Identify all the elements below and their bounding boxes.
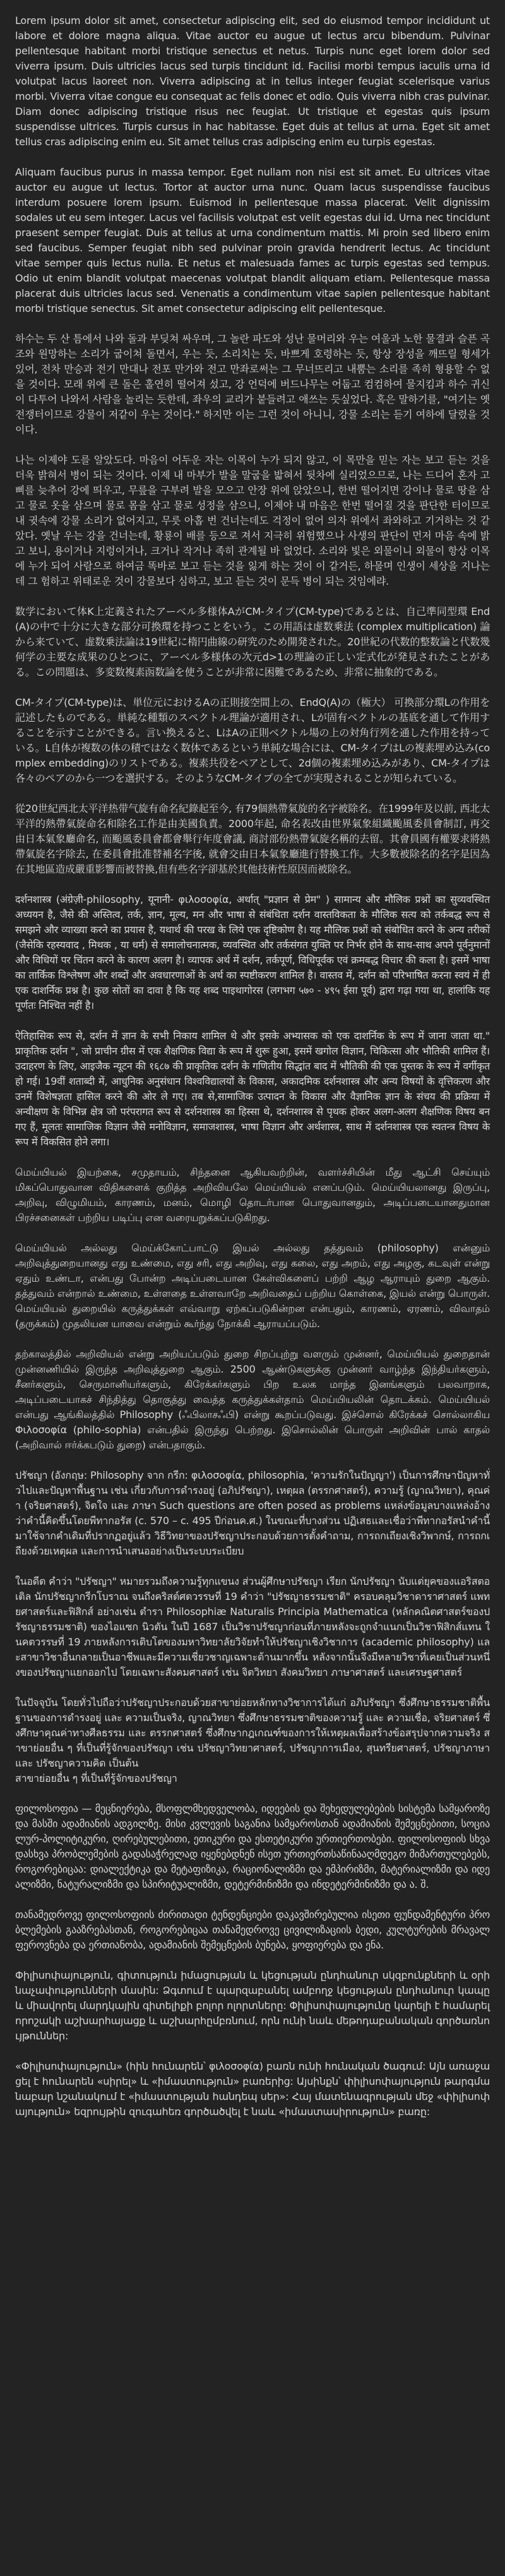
- paragraph-georgian-2: თანამედროვე ფილოსოფიის ძირითადი ტენდენციები დაკავშირებულია ისეთი ფუნდამენტური პრობლემების გააზრებასთან, როგორებიცაა თანამედროვე ცივილიზაციის ბედი, კულტურების მრავალფეროვნება და ერთიანობა, ადამიანის შემეცნების ბუნება, ყოფიერება და ენა.: [15, 1909, 490, 1951]
- paragraph-korean-2: 나는 이제야 도를 알았도다. 마음이 어두운 자는 이목이 누가 되지 않고, 이 목만을 믿는 자는 보고 듣는 것을 더욱 밝혀서 병이 되는 것이다. 이제 내 마부가 발을 말굽을 밟혀서 뒷차에 실리었으므로, 나는 드디어 혼자 고삐를 늦추어 강에 띄우고, 무릎을 구부려 발을 모으고 안장 위에 앉았으니, 한번 떨어지면 강이나 물로 땅을 삼고 물로 옷을 삼으며 물로 몸을 삼고 물로 성정을 삼으니, 이제야 내 마음은 한번 떨어질 것을 판단한 터이므로 내 귓속에 강물 소리가 없어지고, 무릇 아홉 번 건너는데도 걱정이 없어 의자 위에서 좌와하고 기거하는 것 같았다. 옛날 우는 강을 건너는데, 황룡이 배를 등으로 져서 지극히 위험했으나 사생의 판단이 먼저 마음 속에 밝고 보니, 용이거나 지렁이거나, 크거나 작거나 족히 관계될 바 없었다. 소리와 빛은 외물이니 외물이 항상 이목에 누가 되어 사람으로 하여금 똑바로 보고 듣는 것을 잃게 하는 것이 이 같거든, 하물며 인생이 세상을 지나는 데 그 험하고 위태로운 것이 강물보다 심하고, 보고 듣는 것이 문득 병이 되는 것임에랴.: [15, 454, 490, 587]
- paragraph-thai-3: ในปัจจุบัน โดยทั่วไปถือว่าปรัชญาประกอบด้วยสาขาย่อยหลักทางวิชาการได้แก่ อภิปรัชญา ซึ่งศึกษาธรรมชาติพื้นฐานของการดำรงอยู่ และ ความเป็นจริง, ญาณวิทยา ซึ่งศึกษาธรรมชาติของความรู้ และ ความเชื่อ, จริยศาสตร์ ซึ่งศึกษาคุณค่าทางศีลธรรม และ ตรรกศาสตร์ ซึ่งศึกษากฎเกณฑ์ของการให้เหตุผลเพื่อสร้างข้อสรุปจากความจริง สาขาย่อยอื่น ๆ ที่เป็นที่รู้จักของปรัชญา เช่น ปรัชญาวิทยาศาสตร์, ปรัชญาการเมือง, สุนทรียศาสตร์, ปรัชญาภาษา และ ปรัชญาความคิด เป็นต้น: [15, 1696, 490, 1769]
- paragraph-hindi-1: दर्शनशास्त्र (अंग्रेज़ी-philosophy, यूनानी- φιλοσοφία, अर्थात् "प्रज्ञान से प्रेम" ) सामान्य और मौलिक प्रश्नों का सुव्यवस्थित अध्ययन है, जैसे की अस्तित्व, तर्क, ज्ञान, मूल्य, मन और भाषा से संबंधिता दर्शन वास्तविकता के मौलिक सत्य को तर्कबद्ध रूप से समझने और व्याख्या करने का प्रयास है, यथार्थ की परख के लिये एक दृष्टिकोण है। यह मौलिक प्रश्नों को संबोधित करने के अन्य तरीकों (जैसेकि रहस्यवाद , मिथक , या धर्म) से समालोचनात्मक, व्यवस्थित और तर्कसंगत युक्ति पर निर्भर होने के साथ-साथ अपने पूर्वनुमानों और विधियों पर चिंतन करने के कारण अलग है। व्यापक अर्थ में दर्शन, तर्कपूर्ण, विधिपूर्वक एवं क्रमबद्ध विचार की कला है। इसमें भाषा का तार्किक विश्लेषण और शब्दों और अवधारणाओं के अर्थ का स्पष्टीकरण शामिल है। वास्तव में, दर्शन को परिभाषित करना स्वयं में ही एक दाशर्निक प्रश्न है। कुछ सोतों का दावा है कि यह शब्द पाइथागोरस (लगभग ५७० - ४९५ ईसा पूर्व) द्वारा गढ़ा गया था, हालांकि यह पूर्णतः निश्चित नहीं है।: [15, 893, 490, 1011]
- paragraph-korean-1: 하수는 두 산 틈에서 나와 돌과 부딪쳐 싸우며, 그 놀란 파도와 성난 물머리와 우는 여울과 노한 물결과 슬픈 곡조와 원망하는 소리가 굽이쳐 돌면서, 우는 듯, 소리치는 듯, 바쁘게 호령하는 듯, 항상 장성을 깨뜨릴 형세가 있어, 전차 만승과 전기 만대나 전포 만가와 전고 만좌로써는 그 무너뜨리고 내뿜는 소리를 족히 형용할 수 없을 것이다. 모래 위에 큰 돌은 홀연히 떨어져 섰고, 강 언덕에 버드나무는 어둡고 컴컴하여 물지킴과 하수 귀신이 다투어 나와서 사람을 놀리는 듯한데, 좌우의 교리가 붙들려고 애쓰는 듯싶었다. 혹은 말하기를, "여기는 옛 전쟁터이므로 강물이 저같이 우는 것이다." 하지만 이는 그런 것이 아니니, 강물 소리는 듣기 여하에 달렸을 것이다.: [15, 333, 490, 436]
- paragraph-tamil-1: மெய்யியல் இயற்கை, சமுதாயம், சிந்தனை ஆகியவற்றின், வளர்ச்சியின் மீது ஆட்சி செய்யும் மிகப்பொதுவான விதிகளைக் குறித்த அறிவியலே மெய்யியல் எனப்படும். மெய்யியலானது இருப்பு, அறிவு, விழுமியம், காரணம், மனம், மொழி தொடர்பான பொதுவானதும், அடிப்படையானதுமான பிரச்சனைகள் பற்றிய படிப்பு என வரையறுக்கப்படுகிறது.: [15, 1166, 490, 1224]
- paragraph-armenian-1: Փիլիսոփայություն, գիտություն իմացության և կեցության ընդհանուր սկզբունքների և օրինաչափությունների մասին: Ձգտում է պարզաբանել ամբողջ կեցության ընդհանուր կապը և միավորել մարդկային գիտելիքի բոլոր ոլորտները: Փիլիսոփայությունը կարելի է համարել որոշակի աշխարհայացք և աշխարհըմբռնում, որն ունի նաև մեթոդաբանական գործառնույթուններ:: [15, 1969, 490, 2042]
- paragraph-japanese-1: 数学において体K上定義されたアーベル多様体AがCM-タイプ(CM-type)であるとは、自己準同型環 End(A)の中で十分に大きな部分可換環を持つことをいう。この用語は虚数乗法 (complex multiplication) 論から来ていて、虚数乗法論は19世紀に楕円曲線の研究のため開発された。20世紀の代数的整数論と代数幾何学の主要な成果のひとつに、アーベル多様体の次元d>1の理論の正しい定式化が発見されたことがある。この問題は、多変数複素函数論を使うことが非常に困難であるため、非常に抽象的である。: [15, 605, 490, 678]
- paragraph-thai-2: ในอดีต คำว่า "ปรัชญา" หมายรวมถึงความรู้ทุกแขนง ส่วนผู้ศึกษาปรัชญา เรียก นักปรัชญา นับแต่ยุคของแอริสตอเติล นักปรัชญากรีกโบราณ จนถึงคริสต์ศตวรรษที่ 19 คำว่า "ปรัชญาธรรมชาติ" ครอบคลุมวิชาดาราศาสตร์ แพทยศาสตร์และฟิสิกส์ อย่างเช่น ตำรา Philosophiæ Naturalis Principia Mathematica (หลักคณิตศาสตร์ของปรัชญาธรรมชาติ) ของไอแซก นิวตัน ในปี 1687 เป็นวิชาปรัชญาก่อนที่ภายหลังจะถูกจำแนกเป็นวิชาฟิสิกส์แทน ในคตวรรษที่ 19 ภายหลังการเติบโตของมหาวิทยาลัยวิจัยทำให้ปรัชญาเชิงวิชาการ (academic philosophy) และสาขาวิชาอื่นกลายเป็นอาชีพและมีความเชี่ยวชาญเฉพาะด้านมากขึ้น หลังจากนั้นจึงมีหลายวิชาที่เคยเป็นส่วนหนึ่งของปรัชญาแยกออกไป โดยเฉพาะสังคมศาสตร์ เช่น จิตวิทยา สังคมวิทยา ภาษาศาสตร์ และเศรษฐศาสตร์: [15, 1575, 490, 1678]
- paragraph-thai-1: ปรัชญา (อังกฤษ: Philosophy จาก กรีก: φιλοσοφία, philosophia, 'ความรักในปัญญา') เป็นการศึกษาปัญหาทั่วไปและปัญหาพื้นฐาน เช่น เกี่ยวกับการดำรงอยู่ (อภิปรัชญา), เหตุผล (ตรรกศาสตร์), ความรู้ (ญาณวิทยา), คุณค่า (จริยศาสตร์), จิตใจ และ ภาษา Such questions are often posed as problems แหล่งข้อมูลบางแหล่งอ้างว่าคำนี้คิดขึ้นโดยพีทากอรัส (c. 570 – c. 495 ปีก่อนค.ศ.) ในขณะที่บางส่วน ปฏิเสธและเชื่อว่าพีทากอรัสนำคำนี้มาใช้จากคำเดิมที่ปรากฏอยู่แล้ว วิธีวิทยาของปรัชญาประกอบด้วยการตั้งคำถาม, การถกเถียงเชิงวิพากษ์, การถกเถียงด้วยเหตุผล และการนำเสนออย่างเป็นระบบระเบียบ: [15, 1469, 490, 1557]
- paragraph-georgian-1: ფილოსოფია — მეცნიერება, მსოფლმხედველობა, იდეების და შეხედულებების სისტემა სამყაროზე და მასში ადამიანის ადგილზე. მისი კვლევის საგანია სამყაროსთან ადამიანის შემეცნებითი, სოციალურ-პოლიტიკური, ღირებულებითი, ეთიკური და ესთეტიკური ურთიერთობები. ფილოსოფიის სხვადასხვა პრობლემების გადასაჭრელად იყენებდნენ ისეთ ურთიერთსაწინააღმდეგო მიმართულებებს, როგორებიცაა: დიალექტიკა და მეტაფიზიკა, რაციონალიზმი და ემპირიზმი, მატერიალიზმი და იდეალიზმი, ნატურალიზმი და სპირიტუალიზმი, დეტერმინიზმი და ინდეტერმინიზმი და ა. შ.: [15, 1803, 490, 1890]
- paragraph-english-1: Lorem ipsum dolor sit amet, consectetur adipiscing elit, sed do eiusmod tempor incididunt ut labore et dolore magna aliqua. Vitae auctor eu augue ut lectus arcu bibendum. Pulvinar pellentesque habitant morbi tristique senectus et netus. Turpis nunc eget lorem dolor sed viverra ipsum. Duis ultricies lacus sed turpis tincidunt id. Facilisi morbi tempus iaculis urna id volutpat lacus laoreet non. Viverra adipiscing at in tellus integer feugiat scelerisque varius morbi. Viverra vitae congue eu consequat ac felis donec et odio. Quis viverra nibh cras pulvinar. Diam donec adipiscing tristique risus nec feugiat. Ut tristique et egestas quis ipsum suspendisse ultrices. Turpis cursus in hac habitasse. Eget duis at tellus at urna. Eget sit amet tellus cras adipiscing enim eu. Sit amet tellus cras adipiscing enim eu turpis egestas.: [15, 15, 490, 148]
- thai-subbranches-line: สาขาย่อยอื่น ๆ ที่เป็นที่รู้จักของปรัชญา: [15, 1772, 177, 1784]
- paragraph-armenian-2: «Փիլիսոփայություն» (հին հունարեն՝ φιλοσοφία) բառն ունի հունական ծագում: Այն առաջացել է հունարեն «սիրել» և «իմաստություն» բառերից: Այսինքն՝ փիլիսոփայություն թարգմանաբար նշանակում է «իմաստության հանդեպ սեր»: Հայ մատենագրության մեջ «փիլիսոփայություն» եզրույթին զուգահեռ գործածվել է նաև «իմաստասիրություն» բառը:: [15, 2060, 490, 2118]
- paragraph-tamil-3: தற்காலத்தில் அறிவியல் என்று அறியப்படும் துறை சிறப்புற்று வளரும் முன்னர், மெய்யியல் துறைதான் முன்னணியில் இருந்த அறிவுத்துறை ஆகும். 2500 ஆண்டுகளுக்கு முன்னர் வாழ்ந்த இந்தியர்களும், சீனர்களும், செருமானியர்களும், கிரேக்கர்களும் பிற உலக மாந்த இனங்களும் பலவாறாக, அடிப்படையாகச் சிந்தித்து தொகுத்து வைத்த கருத்துக்கள்தாம் மெய்யியலின் தொடக்கம். மெய்யியல் என்பது ஆங்கிலத்தில் Philosophy (ஃபிலாசஃபி) என்று கூறப்படுவது. இச்சொல் கிரேக்கச் சொல்லாகிய Φιλοσοφία (philo-sophia) என்பதில் இருந்து பெற்றது. இசொல்லின் பொருள் அறிவின் பால் காதல் (அறிவால் ஈர்க்கபடும் துறை) என்பதாகும்.: [15, 1348, 490, 1451]
- paragraph-hindi-2: ऐतिहासिक रूप से, दर्शन में ज्ञान के सभी निकाय शामिल थे और इसके अभ्यासक को एक दाशर्निक के रूप में जाना जाता था." प्राकृतिक दर्शन ", जो प्राचीन ग्रीस में एक शैक्षणिक विद्या के रूप में शुरू हुआ, इसमें खगोल विज्ञान, चिकित्सा और भौतिकी शामिल हैं। उदाहरण के लिए, आइजैक न्यूटन की १६८७ की प्राकृतिक दर्शन के गणितीय सिद्धांत बाद में भौतिकी की एक पुस्तक के रूप में वर्गीकृत हो गई। 19वीं शताब्दी में, आधुनिक अनुसंधान विश्वविद्यालयों के विकास, अकादमिक दर्शनशास्त्र और अन्य विषयों के वृत्तिकरण और उनमें विशेषज्ञता हासिल करने की ओर ले गए। तब से,सामाजिक उत्पादन के विकास और वैज्ञानिक ज्ञान के संचय की प्रक्रिया में अन्वीक्षण के विभिन्न क्षेत्र जो परंपरागत रूप से दर्शनशास्त्र का हिस्सा थे, दर्शनशास्त्र से पृथक होकर अलग-अलग शैक्षणिक विषय बन गए हैं, मूलतः सामाजिक विज्ञान जैसे मनोविज्ञान, समाजशास्त्र, भाषा विज्ञान और अर्थशास्त्र, साथ में दर्शनशास्त्र एक स्वतन्त्र विषय के रूप में विकसित होने लगा।: [15, 1030, 490, 1148]
- paragraph-chinese-1: 從20世紀西北太平洋热带气旋有命名紀錄起至今, 有79個熱帶氣旋的名字被除名。在1999年及以前, 西北太平洋的熱帶氣旋命名和除名工作是由美國負責。2000年起, 命名表改由世界氣象組織颱風委員會制訂, 再交由日本氣象廳命名, 而颱風委員會都會舉行年度會議, 商討部份熱帶氣旋名稱的去留。其會員國有權要求將熱帶氣旋名字除去, 在委員會批准替補名字後, 就會交由日本氣象廳進行替換工作。大多數被除名的名字是因為在其地區造成嚴重影響而被替換,但有些名字卻基於其他技術性原因而被除名。: [15, 802, 490, 875]
- paragraph-english-2: Aliquam faucibus purus in massa tempor. Eget nullam non nisi est sit amet. Eu ultrices vitae auctor eu augue ut lectus. Tortor at auctor urna nunc. Quam lacus suspendisse faucibus interdum posuere lorem ipsum. Euismod in pellentesque massa placerat. Velit dignissim sodales ut eu sem integer. Lacus vel facilisis volutpat est velit egestas dui id. Urna nec tincidunt praesent semper feugiat. Duis at tellus at urna condimentum mattis. Mi proin sed libero enim sed faucibus. Semper feugiat nibh sed pulvinar proin gravida hendrerit lectus. Ac tincidunt vitae semper quis lectus nulla. Et netus et malesuada fames ac turpis egestas sed tempus. Odio ut enim blandit volutpat maecenas volutpat blandit aliquam etiam. Pellentesque massa placerat duis ultricies lacus sed. Venenatis a condimentum vitae sapien pellentesque habitant morbi tristique senectus. Sit amet consectetur adipiscing elit pellentesque.: [15, 166, 490, 314]
- paragraph-japanese-2: CM-タイプ(CM-type)は、単位元におけるAの正則接空間上の、EndQ(A)の（極大） 可換部分環Lの作用を記述したものである。単純な種類のスペクトル理論が適用され、Lが固有ベクトルの基底を通して作用することを示すことができる。言い換えると、LはAの正則ベクトル場の上の対角行列を通した作用を持っている。L自体が複数の体の積ではなく数体であるという単純な場合には、CM-タイプはLの複素埋め込み(complex embedding)のリストである。複素共役をペアとして、2d個の複素埋め込みがあり、CM-タイプは各々のペアのから一つを選択する。そのようなCM-タイプの全てが実現されることが知られている。: [15, 696, 490, 784]
- paragraph-tamil-2: மெய்யியல் அல்லது மெய்க்கோட்பாட்டு இயல் அல்லது தத்துவம் (philosophy) என்னும் அறிவுத்துறையானது எது உண்மை, எது சரி, எது அறிவு, எது கலை, எது அறம், எது அழகு, கடவுள் என்று ஏதும் உண்டா, என்பது போன்ற அடிப்படையான கேள்விகளைப் பற்றி ஆழ ஆராயும் துறை ஆகும். தத்துவம் என்றால் உண்மை, உள்ளதை உள்ளவாறே அறிவதைப் பற்றிய கொள்கை, இயல் என்று பொருள். மெய்யியல் துறையில் கருத்துக்கள் எவ்வாறு ஏற்கப்படுகின்றன என்பதும், காரணம், ஏரணம், விவாதம் (தருக்கம்) முதலியன யாவை என்றும் கூர்ந்து நோக்கி ஆராயப்படும்.: [15, 1242, 490, 1330]
